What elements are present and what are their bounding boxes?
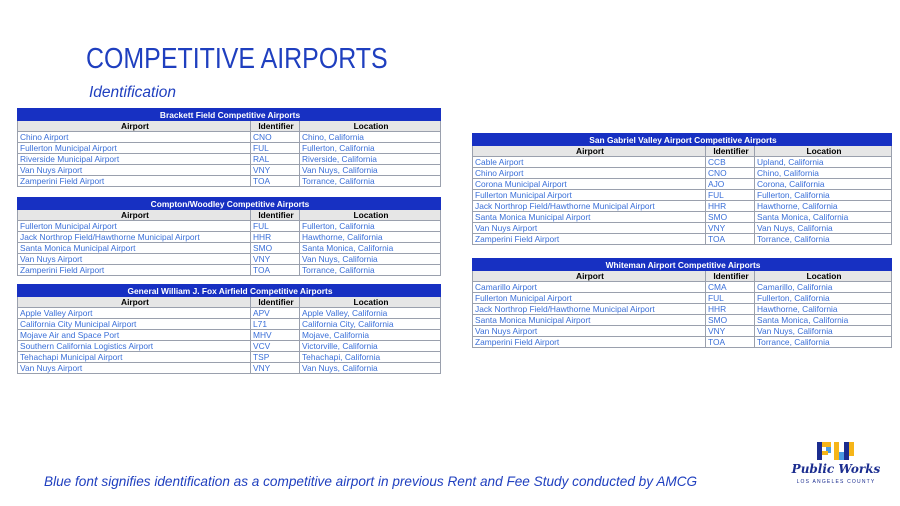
airport-name-cell: Fullerton Municipal Airport (473, 293, 706, 304)
table-body (473, 157, 892, 245)
pw-logo-mark-icon (790, 440, 882, 464)
identifier-cell: RAL (251, 154, 300, 165)
logo-wordmark: Public Works (791, 462, 881, 476)
table-row (473, 223, 892, 234)
location-cell: Torrance, California (755, 234, 892, 245)
location-cell: Santa Monica, California (755, 315, 892, 326)
table-row (18, 232, 441, 243)
column-header-airport: Airport (473, 146, 706, 157)
identifier-cell: CCB (706, 157, 755, 168)
location-cell: California City, California (300, 319, 441, 330)
footnote: Blue font signifies identification as a competitive airport in previous Rent and Fee Study conducted by AMCG (44, 474, 698, 489)
table-row (18, 341, 441, 352)
identifier-cell: VNY (706, 326, 755, 337)
column-header-identifier: Identifier (706, 271, 755, 282)
airport-name-cell: Jack Northrop Field/Hawthorne Municipal Airport (473, 201, 706, 212)
column-header-airport: Airport (18, 210, 251, 221)
airport-name-cell: Zamperini Field Airport (473, 337, 706, 348)
airport-name-cell: Corona Municipal Airport (473, 179, 706, 190)
identifier-cell: TOA (706, 234, 755, 245)
table-body (18, 308, 441, 374)
table-row (473, 157, 892, 168)
table-caption: San Gabriel Valley Airport Competitive Airports (473, 134, 892, 146)
table-row (18, 352, 441, 363)
location-cell: Tehachapi, California (300, 352, 441, 363)
location-cell: Camarillo, California (755, 282, 892, 293)
table-row (18, 221, 441, 232)
location-cell: Hawthorne, California (755, 201, 892, 212)
identifier-cell: TOA (251, 265, 300, 276)
column-header-location: Location (300, 297, 441, 308)
table-row (473, 234, 892, 245)
table-caption: General William J. Fox Airfield Competitive Airports (18, 285, 441, 297)
table-row (18, 363, 441, 374)
table-row (18, 154, 441, 165)
location-cell: Van Nuys, California (755, 223, 892, 234)
table-row (18, 176, 441, 187)
brackett-field-table (17, 108, 441, 187)
identifier-cell: HHR (251, 232, 300, 243)
location-cell: Fullerton, California (755, 190, 892, 201)
airport-name-cell: Van Nuys Airport (18, 254, 251, 265)
table-row (18, 254, 441, 265)
table-row (473, 201, 892, 212)
table-row (473, 179, 892, 190)
location-cell: Van Nuys, California (300, 165, 441, 176)
identifier-cell: FUL (251, 143, 300, 154)
location-cell: Apple Valley, California (300, 308, 441, 319)
identifier-cell: HHR (706, 304, 755, 315)
airport-name-cell: Jack Northrop Field/Hawthorne Municipal Airport (18, 232, 251, 243)
table-body (18, 221, 441, 276)
identifier-cell: SMO (706, 212, 755, 223)
identifier-cell: VNY (251, 254, 300, 265)
identifier-cell: VNY (251, 363, 300, 374)
location-cell: Chino, California (755, 168, 892, 179)
column-header-identifier: Identifier (251, 121, 300, 132)
public-works-logo (790, 440, 882, 490)
identifier-cell: L71 (251, 319, 300, 330)
airport-name-cell: Santa Monica Municipal Airport (473, 315, 706, 326)
table-caption: Compton/Woodley Competitive Airports (18, 198, 441, 210)
table-body (473, 282, 892, 348)
table-row (18, 308, 441, 319)
airport-name-cell: Van Nuys Airport (473, 223, 706, 234)
identifier-cell: SMO (251, 243, 300, 254)
column-header-location: Location (300, 121, 441, 132)
identifier-cell: FUL (706, 190, 755, 201)
table-row (18, 143, 441, 154)
airport-name-cell: Chino Airport (473, 168, 706, 179)
table-row (473, 190, 892, 201)
identifier-cell: CNO (706, 168, 755, 179)
airport-name-cell: Chino Airport (18, 132, 251, 143)
identifier-cell: FUL (706, 293, 755, 304)
logo-subtext: LOS ANGELES COUNTY (796, 479, 876, 485)
identifier-cell: TOA (706, 337, 755, 348)
table-row (473, 282, 892, 293)
table-row (473, 212, 892, 223)
fox-airfield-table (17, 284, 441, 374)
location-cell: Torrance, California (300, 176, 441, 187)
location-cell: Van Nuys, California (755, 326, 892, 337)
location-cell: Riverside, California (300, 154, 441, 165)
column-header-identifier: Identifier (251, 297, 300, 308)
table-caption: Brackett Field Competitive Airports (18, 109, 441, 121)
compton-woodley-table (17, 197, 441, 276)
identifier-cell: VNY (251, 165, 300, 176)
identifier-cell: TSP (251, 352, 300, 363)
location-cell: Torrance, California (300, 265, 441, 276)
location-cell: Corona, California (755, 179, 892, 190)
identifier-cell: VCV (251, 341, 300, 352)
airport-name-cell: Mojave Air and Space Port (18, 330, 251, 341)
location-cell: Fullerton, California (300, 221, 441, 232)
identifier-cell: CNO (251, 132, 300, 143)
san-gabriel-valley-table (472, 133, 892, 245)
location-cell: Chino, California (300, 132, 441, 143)
table-row (18, 330, 441, 341)
airport-name-cell: Van Nuys Airport (473, 326, 706, 337)
column-header-identifier: Identifier (251, 210, 300, 221)
table-row (18, 319, 441, 330)
identifier-cell: APV (251, 308, 300, 319)
location-cell: Upland, California (755, 157, 892, 168)
airport-name-cell: Fullerton Municipal Airport (18, 143, 251, 154)
table-caption: Whiteman Airport Competitive Airports (473, 259, 892, 271)
table-row (18, 132, 441, 143)
airport-name-cell: Riverside Municipal Airport (18, 154, 251, 165)
airport-name-cell: Southern California Logistics Airport (18, 341, 251, 352)
table-row (473, 293, 892, 304)
location-cell: Hawthorne, California (300, 232, 441, 243)
location-cell: Fullerton, California (755, 293, 892, 304)
identifier-cell: HHR (706, 201, 755, 212)
airport-name-cell: California City Municipal Airport (18, 319, 251, 330)
location-cell: Santa Monica, California (300, 243, 441, 254)
table-row (18, 165, 441, 176)
airport-name-cell: Tehachapi Municipal Airport (18, 352, 251, 363)
identifier-cell: CMA (706, 282, 755, 293)
column-header-location: Location (300, 210, 441, 221)
column-header-location: Location (755, 146, 892, 157)
airport-name-cell: Zamperini Field Airport (18, 176, 251, 187)
column-header-airport: Airport (18, 121, 251, 132)
column-header-identifier: Identifier (706, 146, 755, 157)
airport-name-cell: Apple Valley Airport (18, 308, 251, 319)
airport-name-cell: Fullerton Municipal Airport (18, 221, 251, 232)
identifier-cell: AJO (706, 179, 755, 190)
identifier-cell: MHV (251, 330, 300, 341)
location-cell: Hawthorne, California (755, 304, 892, 315)
table-row (473, 315, 892, 326)
identifier-cell: TOA (251, 176, 300, 187)
location-cell: Van Nuys, California (300, 254, 441, 265)
airport-name-cell: Camarillo Airport (473, 282, 706, 293)
airport-name-cell: Fullerton Municipal Airport (473, 190, 706, 201)
identifier-cell: SMO (706, 315, 755, 326)
location-cell: Victorville, California (300, 341, 441, 352)
location-cell: Fullerton, California (300, 143, 441, 154)
location-cell: Santa Monica, California (755, 212, 892, 223)
table-row (473, 326, 892, 337)
airport-name-cell: Santa Monica Municipal Airport (473, 212, 706, 223)
table-body (18, 132, 441, 187)
table-row (18, 265, 441, 276)
airport-name-cell: Van Nuys Airport (18, 363, 251, 374)
location-cell: Mojave, California (300, 330, 441, 341)
airport-name-cell: Cable Airport (473, 157, 706, 168)
table-row (18, 243, 441, 254)
location-cell: Van Nuys, California (300, 363, 441, 374)
column-header-location: Location (755, 271, 892, 282)
column-header-airport: Airport (473, 271, 706, 282)
whiteman-table (472, 258, 892, 348)
identifier-cell: VNY (706, 223, 755, 234)
airport-name-cell: Jack Northrop Field/Hawthorne Municipal Airport (473, 304, 706, 315)
table-row (473, 168, 892, 179)
column-header-airport: Airport (18, 297, 251, 308)
identifier-cell: FUL (251, 221, 300, 232)
location-cell: Torrance, California (755, 337, 892, 348)
page-subtitle: Identification (89, 84, 177, 101)
airport-name-cell: Zamperini Field Airport (18, 265, 251, 276)
airport-name-cell: Santa Monica Municipal Airport (18, 243, 251, 254)
airport-name-cell: Zamperini Field Airport (473, 234, 706, 245)
table-row (473, 337, 892, 348)
airport-name-cell: Van Nuys Airport (18, 165, 251, 176)
table-row (473, 304, 892, 315)
page-title: COMPETITIVE AIRPORTS (86, 43, 388, 75)
